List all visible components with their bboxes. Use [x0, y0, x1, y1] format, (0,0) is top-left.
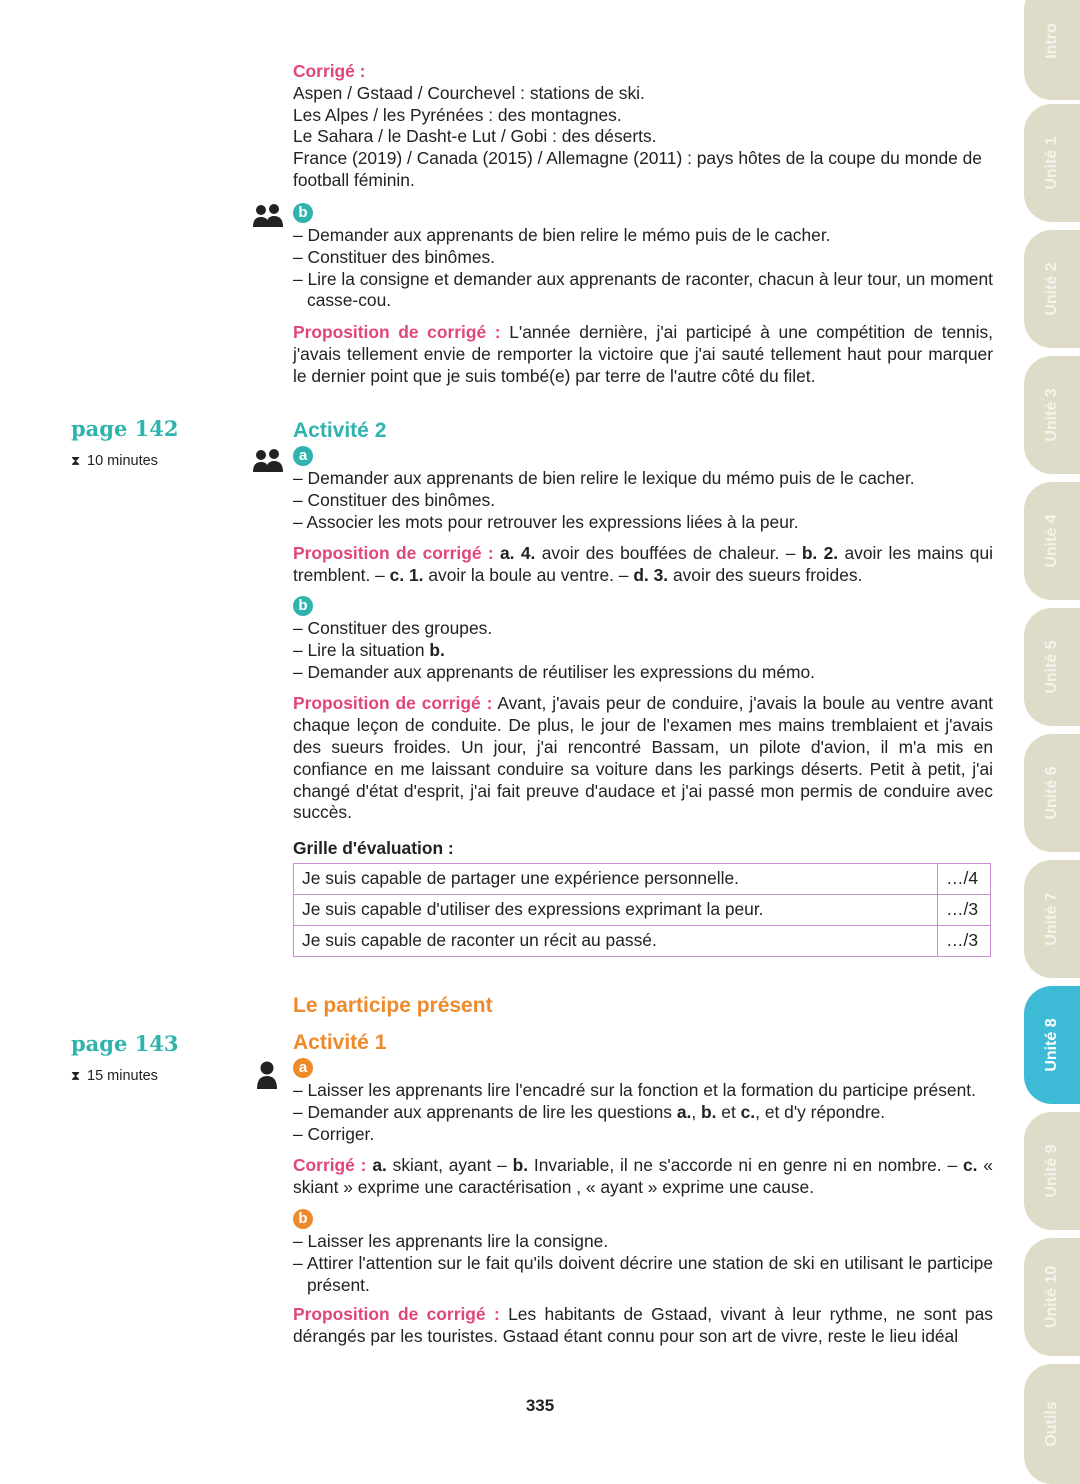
instruction-item: – Lire la consigne et demander aux apprenants de raconter, chacun à leur tour, un moment casse-cou.	[293, 269, 993, 313]
page-number: 335	[525, 1396, 555, 1415]
proposition-label: Proposition de corrigé :	[293, 543, 494, 564]
tab-unite-6[interactable]: Unité 6	[1024, 734, 1080, 852]
tab-unite-1[interactable]: Unité 1	[1024, 104, 1080, 222]
answer-key: c. 1.	[389, 565, 424, 586]
tab-unite-4[interactable]: Unité 4	[1024, 482, 1080, 600]
activity-title: Activité 1	[293, 1031, 387, 1054]
instruction-item: – Laisser les apprenants lire l'encadré sur la fonction et la formation du participe présent.	[293, 1080, 993, 1102]
tab-unite-3[interactable]: Unité 3	[1024, 356, 1080, 474]
hourglass-icon: ⧗	[71, 453, 81, 468]
instruction-item: – Constituer des binômes.	[293, 247, 993, 269]
proposition-text: Avant, j'avais peur de conduire, j'avais la boule au ventre avant chaque leçon de conduite. De plus, le jour de l'examen mes mains tremblaient et j'avais des sueurs froides. Un jour, j'ai rencontré Bassam, un pilote d'avion, il m'a mis en confiance en me laissant conduire sa voiture dans les parkings déserts. Petit à petit, j'ai changé d'état d'esprit, j'ai fait preuve d'audace et j'ai passé mon permis de conduire avec succès.	[293, 693, 993, 823]
proposition-label: Proposition de corrigé :	[293, 693, 493, 714]
corrige-label: Corrigé :	[293, 1155, 367, 1176]
activite-2-section	[293, 419, 993, 957]
activity-title: Activité 2	[293, 419, 387, 442]
answer-text: avoir des sueurs froides.	[668, 565, 863, 586]
table-row	[294, 863, 991, 894]
instruction-item: – Corriger.	[293, 1124, 993, 1146]
step-b-badge: b	[293, 596, 313, 616]
step-b-section	[293, 201, 993, 388]
instruction-item: – Constituer des groupes.	[293, 618, 993, 640]
instruction-item: – Demander aux apprenants de bien relire le mémo puis de le cacher.	[293, 225, 993, 247]
evaluation-grid	[293, 863, 991, 957]
participe-section	[293, 993, 993, 1348]
score-cell: …/3	[938, 925, 991, 956]
instruction-item: – Associer les mots pour retrouver les expressions liées à la peur.	[293, 512, 993, 534]
corrige-paragraph: Corrigé : a. skiant, ayant – b. Invariable, il ne s'accorde ni en genre ni en nombre. – c. « skiant » exprime une caractérisation , « ayant » exprime une cause.	[293, 1155, 993, 1198]
hourglass-icon: ⧗	[71, 1068, 81, 1083]
tab-unite-2[interactable]: Unité 2	[1024, 230, 1080, 348]
unit-tabs	[1024, 0, 1080, 1465]
section-title: Le participe présent	[293, 994, 493, 1017]
proposition-paragraph	[293, 543, 993, 587]
instruction-item: – Demander aux apprenants de bien relire le lexique du mémo puis de le cacher.	[293, 468, 993, 490]
proposition-text: L'année dernière, j'ai participé à une compétition de tennis, j'avais tellement envie de remporter la victoire que j'ai sauté tellement haut pour marquer le dernier point que je suis tombé(e) par terre de l'autre côté du filet.	[293, 322, 993, 386]
score-cell: …/3	[938, 894, 991, 925]
page-reference: page 143	[71, 1031, 179, 1056]
proposition-paragraph	[293, 322, 993, 387]
tab-intro[interactable]: Intro	[1024, 0, 1080, 100]
instruction-item: – Demander aux apprenants de réutiliser les expressions du mémo.	[293, 662, 993, 684]
proposition-label: Proposition de corrigé :	[293, 322, 501, 343]
answer-key: a. 4.	[500, 543, 536, 564]
corrige-line: Aspen / Gstaad / Courchevel : stations de ski.	[293, 82, 645, 103]
proposition-text: Les habitants de Gstaad, vivant à leur rythme, ne sont pas dérangés par les touristes. Gstaad étant connu pour son art de vivre, reste le lieu idéal	[293, 1304, 993, 1347]
answer-text: avoir des bouffées de chaleur. –	[535, 543, 802, 564]
step-a-badge: a	[293, 446, 313, 466]
step-b-badge: b	[293, 1209, 313, 1229]
corrige-label: Corrigé :	[293, 61, 366, 81]
pair-work-icon	[252, 203, 284, 229]
answer-key: d. 3.	[633, 565, 669, 586]
criterion-cell: Je suis capable de partager une expérience personnelle.	[294, 863, 938, 894]
instruction-item: – Attirer l'attention sur le fait qu'ils doivent décrire une station de ski en utilisant le participe présent.	[293, 1253, 993, 1297]
instruction-item: – Laisser les apprenants lire la consigne.	[293, 1231, 993, 1253]
tab-unite-10[interactable]: Unité 10	[1024, 1238, 1080, 1356]
duration	[71, 1068, 158, 1084]
tab-unite-9[interactable]: Unité 9	[1024, 1112, 1080, 1230]
answer-text: avoir la boule au ventre. –	[423, 565, 634, 586]
corrige-section	[293, 61, 993, 192]
duration	[71, 453, 158, 469]
instruction-item: – Demander aux apprenants de lire les questions a., b. et c., et d'y répondre.	[293, 1102, 993, 1124]
criterion-cell: Je suis capable de raconter un récit au passé.	[294, 925, 938, 956]
instruction-item: – Constituer des binômes.	[293, 490, 993, 512]
tab-unite-8[interactable]: Unité 8	[1024, 986, 1080, 1104]
tab-outils[interactable]: Outils	[1024, 1364, 1080, 1484]
instruction-item: – Lire la situation b.	[293, 640, 993, 662]
corrige-line: Les Alpes / les Pyrénées : des montagnes.	[293, 104, 622, 125]
answer-text: avoir les mains qui tremblent. –	[293, 543, 993, 586]
step-a-badge: a	[293, 1058, 313, 1078]
tab-unite-5[interactable]: Unité 5	[1024, 608, 1080, 726]
duration-text: 15 minutes	[87, 1068, 158, 1084]
score-cell: …/4	[938, 863, 991, 894]
duration-text: 10 minutes	[87, 453, 158, 469]
page-reference: page 142	[71, 416, 179, 441]
table-row	[294, 894, 991, 925]
proposition-paragraph	[293, 693, 993, 824]
proposition-paragraph	[293, 1304, 993, 1348]
pair-work-icon	[252, 448, 284, 474]
answer-key: b. 2.	[801, 543, 839, 564]
grille-title: Grille d'évaluation :	[293, 838, 454, 859]
step-b-badge: b	[293, 203, 313, 223]
individual-work-icon	[256, 1060, 278, 1090]
proposition-label: Proposition de corrigé :	[293, 1304, 500, 1325]
tab-unite-7[interactable]: Unité 7	[1024, 860, 1080, 978]
corrige-line: Le Sahara / le Dasht-e Lut / Gobi : des déserts.	[293, 126, 657, 147]
criterion-cell: Je suis capable d'utiliser des expressions exprimant la peur.	[294, 894, 938, 925]
table-row	[294, 925, 991, 956]
corrige-line: France (2019) / Canada (2015) / Allemagne (2011) : pays hôtes de la coupe du monde de football féminin.	[293, 148, 982, 190]
